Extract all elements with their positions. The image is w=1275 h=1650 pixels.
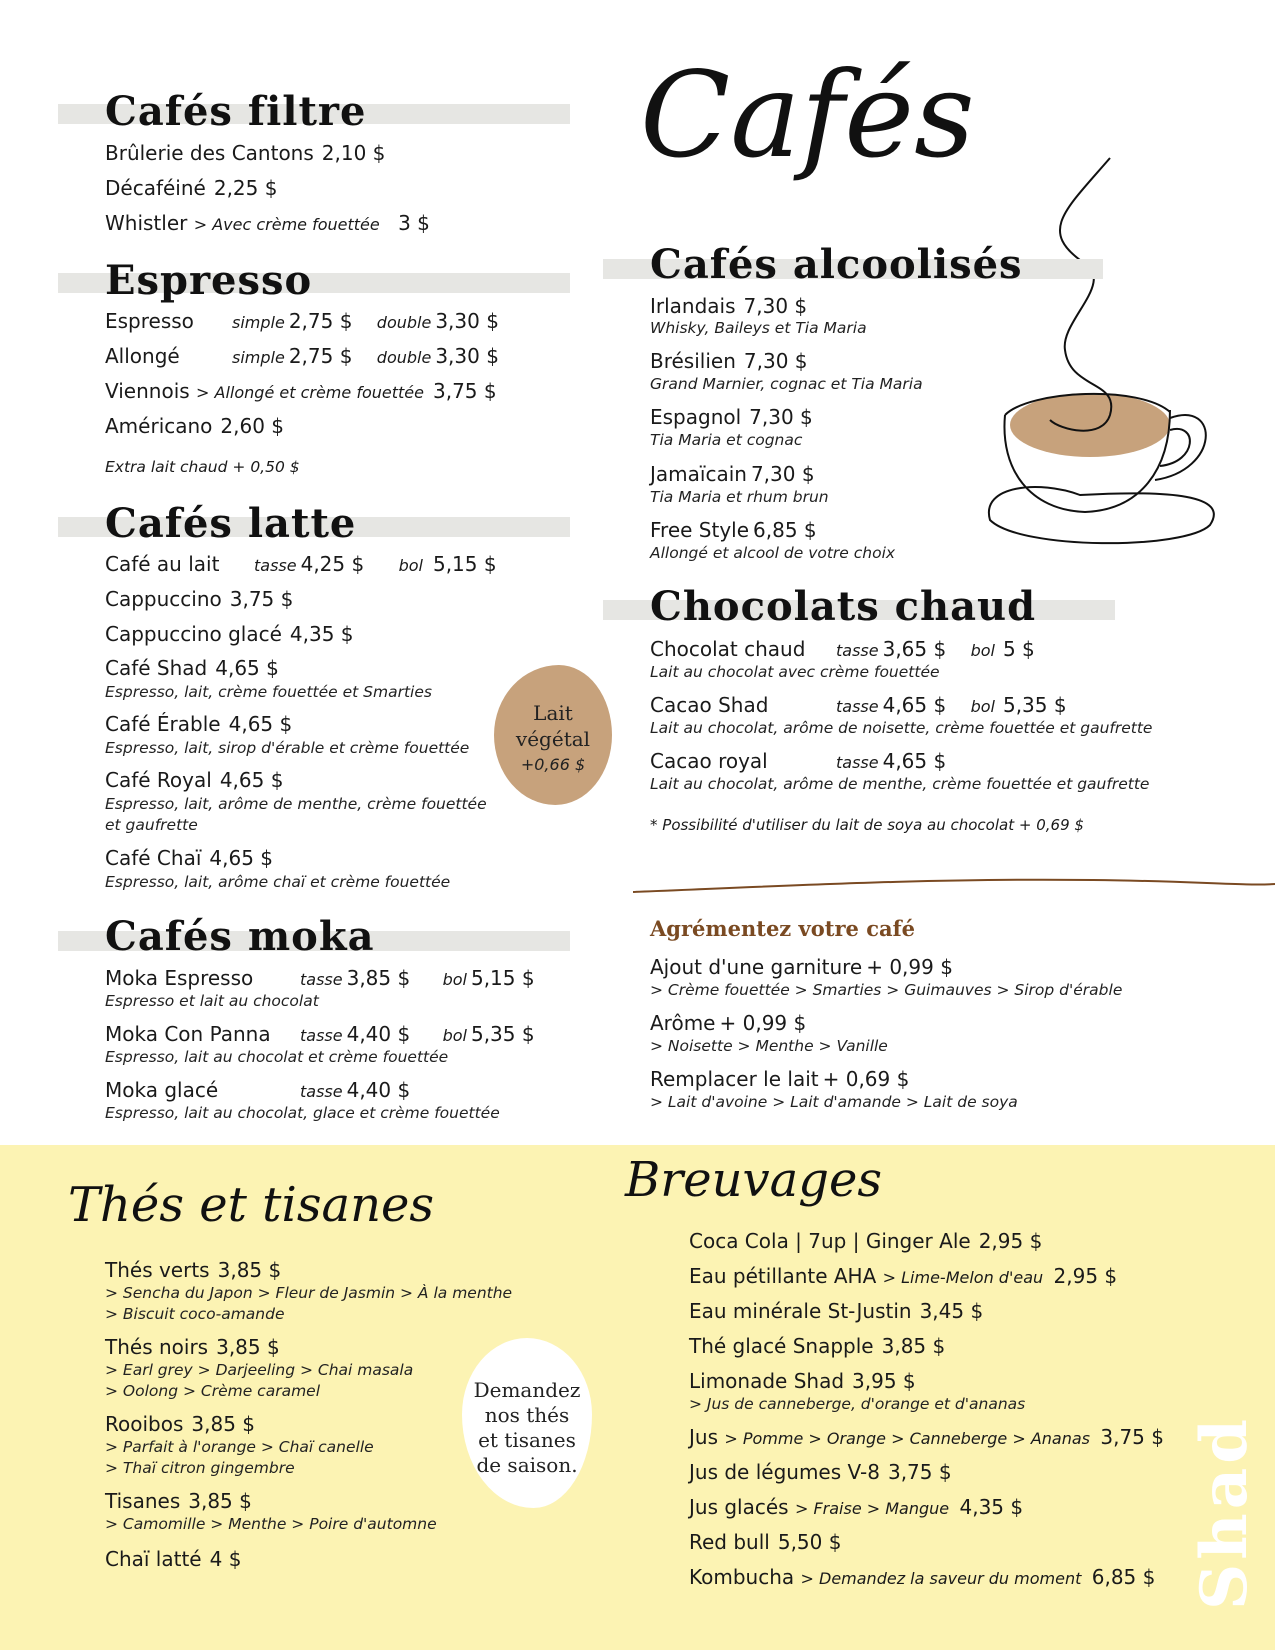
menu-item [689, 1333, 945, 1359]
item-name: Viennois [105, 379, 190, 403]
menu-item [105, 655, 279, 681]
item-price: 7,30 $ [749, 405, 813, 429]
item-price: 3,85 $ [217, 1258, 282, 1282]
menu-item [650, 954, 953, 980]
item-name: Red bull [689, 1530, 770, 1554]
item-price: 3,30 $ [435, 309, 499, 333]
menu-item [689, 1424, 1164, 1452]
menu-item [105, 711, 292, 737]
item-note: > Allongé et crème fouettée [196, 383, 424, 402]
section-title-chocolat: Chocolats chaud [650, 583, 1037, 630]
section-title-brevages: Breuvages [625, 1152, 883, 1208]
size-label: bol [442, 1026, 467, 1045]
item-name: Café au lait [105, 552, 220, 576]
item-name: Limonade Shad [689, 1369, 845, 1393]
item-name: Coca Cola | 7up | Ginger Ale [689, 1229, 971, 1253]
item-desc: > Jus de canneberge, d'orange et d'ananas [689, 1395, 1026, 1413]
item-name: Allongé [105, 344, 180, 368]
item-desc: Whisky, Baileys et Tia Maria [650, 319, 867, 337]
item-name: Jamaïcain [650, 462, 747, 486]
item-desc: > Noisette > Menthe > Vanille [650, 1037, 888, 1055]
item-price: 4,25 $ [300, 552, 365, 576]
item-desc: Tia Maria et rhum brun [650, 488, 829, 506]
menu-item [650, 692, 768, 718]
menu-item [105, 140, 385, 166]
menu-item [650, 1066, 909, 1092]
menu-item [105, 767, 283, 793]
item-price: 3,75 $ [229, 587, 294, 611]
menu-item [105, 621, 354, 647]
item-name: Cappuccino [105, 587, 222, 611]
item-price: 7,30 $ [743, 349, 808, 373]
item-price: 4 $ [209, 1547, 242, 1571]
menu-item [650, 748, 768, 774]
size-label: bol [442, 970, 467, 989]
item-price: + 0,69 $ [822, 1067, 910, 1091]
menu-item [105, 1077, 218, 1103]
extra-note: Extra lait chaud + 0,50 $ [105, 458, 300, 476]
menu-item [105, 308, 194, 334]
item-name: Whistler [105, 211, 188, 235]
item-name: Moka glacé [105, 1078, 219, 1102]
menu-item-prices [232, 343, 499, 371]
item-desc: Espresso, lait, sirop d'érable et crème fouettée [105, 739, 470, 757]
item-note: > Fraise > Mangue [794, 1499, 950, 1518]
item-desc: > Sencha du Japon > Fleur de Jasmin > À la menthe [105, 1284, 513, 1302]
item-name: Café Shad [105, 656, 208, 680]
item-price: 5,35 $ [470, 1022, 535, 1046]
size-label: bol [970, 697, 995, 716]
item-desc: > Parfait à l'orange > Chaï canelle [105, 1438, 374, 1456]
item-name: Espagnol [650, 405, 742, 429]
item-name: Free Style [650, 518, 750, 542]
brand-logo: Shad [1187, 1415, 1262, 1610]
menu-item [105, 210, 430, 238]
item-note: > Demandez la saveur du moment [800, 1569, 1082, 1588]
item-price: 4,65 $ [882, 693, 947, 717]
item-price: 2,10 $ [321, 141, 386, 165]
item-desc: Espresso, lait, arôme chaï et crème fouettée [105, 873, 451, 891]
item-note: > Pomme > Orange > Canneberge > Ananas [724, 1429, 1091, 1448]
menu-item [105, 845, 273, 871]
item-price: 3,85 $ [191, 1412, 256, 1436]
item-name: Eau pétillante AHA [689, 1264, 877, 1288]
item-name: Décaféiné [105, 176, 206, 200]
item-desc: Espresso, lait, crème fouettée et Smarties [105, 683, 432, 701]
item-desc: > Crème fouettée > Smarties > Guimauves > Sirop d'érable [650, 981, 1123, 999]
item-price: 3,45 $ [919, 1299, 984, 1323]
item-desc: Allongé et alcool de votre choix [650, 544, 896, 562]
menu-item-prices [300, 965, 535, 993]
item-price: 4,65 $ [215, 656, 279, 680]
item-desc: > Oolong > Crème caramel [105, 1382, 321, 1400]
item-desc: Lait au chocolat, arôme de noisette, crème fouettée et gaufrette [650, 719, 1153, 737]
item-name: Eau minérale St-Justin [689, 1299, 912, 1323]
lait-vegetal-text: Lait végétal +0,66 $ [515, 701, 591, 774]
item-price: 7,30 $ [743, 294, 808, 318]
section-title-espresso: Espresso [105, 257, 313, 304]
menu-item [689, 1564, 1155, 1592]
menu-item [650, 1010, 806, 1036]
section-title-latte: Cafés latte [105, 500, 357, 547]
menu-item [105, 586, 293, 612]
soya-note: * Possibilité d'utiliser du lait de soya au chocolat + 0,69 $ [650, 816, 1084, 834]
item-name: Chaï latté [105, 1547, 202, 1571]
menu-item [105, 1546, 241, 1572]
item-desc: > Earl grey > Darjeeling > Chai masala [105, 1361, 414, 1379]
item-desc: > Thaï citron gingembre [105, 1459, 295, 1477]
item-price: 3,95 $ [852, 1369, 916, 1393]
item-price: 2,25 $ [213, 176, 278, 200]
menu-item [105, 1021, 271, 1047]
item-price: 5,35 $ [1002, 693, 1067, 717]
divider-wave [633, 868, 1275, 898]
item-price: 2,60 $ [220, 414, 285, 438]
size-label: tasse [300, 1026, 343, 1045]
item-desc: Lait au chocolat avec crème fouettée [650, 663, 940, 681]
size-label: double [376, 348, 432, 367]
item-name: Brûlerie des Cantons [105, 141, 314, 165]
coffee-cup-illustration [970, 150, 1240, 570]
menu-item [650, 348, 808, 374]
coffee-stain-icon [1010, 393, 1170, 457]
item-note: > Avec crème fouettée [193, 215, 380, 234]
item-price: 4,65 $ [228, 712, 293, 736]
item-price: 3,85 $ [188, 1489, 252, 1513]
section-title-thes: Thés et tisanes [68, 1177, 435, 1233]
section-title-alcool: Cafés alcoolisés [650, 241, 1023, 288]
item-desc: > Camomille > Menthe > Poire d'automne [105, 1515, 437, 1533]
item-name: Thé glacé Snapple [689, 1334, 874, 1358]
item-name: Américano [105, 414, 213, 438]
menu-item [689, 1368, 916, 1394]
menu-item [689, 1529, 841, 1555]
item-price: 4,40 $ [346, 1022, 411, 1046]
item-name: Cacao royal [650, 749, 768, 773]
item-desc: Espresso, lait au chocolat et crème fouettée [105, 1048, 449, 1066]
menu-item [105, 343, 180, 369]
size-label: simple [232, 348, 285, 367]
item-desc: > Lait d'avoine > Lait d'amande > Lait de soya [650, 1093, 1018, 1111]
item-name: Thés noirs [105, 1335, 209, 1359]
menu-item [105, 965, 253, 991]
section-title-moka: Cafés moka [105, 913, 375, 960]
size-label: bol [970, 641, 995, 660]
item-price: + 0,99 $ [866, 955, 953, 979]
menu-item [689, 1459, 952, 1485]
menu-item [689, 1228, 1042, 1254]
item-name: Remplacer le lait [650, 1067, 819, 1091]
menu-item [105, 1488, 252, 1514]
main-title: Cafés [640, 46, 975, 184]
item-name: Thés verts [105, 1258, 210, 1282]
item-price: + 0,99 $ [719, 1011, 807, 1035]
item-name: Moka Con Panna [105, 1022, 271, 1046]
menu-item-prices [254, 551, 497, 579]
item-price: 3,85 $ [216, 1335, 280, 1359]
item-price: 3,75 $ [1100, 1425, 1164, 1449]
item-price: 4,65 $ [219, 768, 284, 792]
item-price: 3,85 $ [881, 1334, 946, 1358]
menu-item-prices [300, 1021, 535, 1049]
item-price: 5,50 $ [777, 1530, 842, 1554]
item-desc: Espresso et lait au chocolat [105, 992, 319, 1010]
item-price: 4,65 $ [209, 846, 274, 870]
size-label: tasse [836, 697, 879, 716]
item-price: 7,30 $ [750, 462, 815, 486]
item-note: > Lime-Melon d'eau [882, 1268, 1044, 1287]
item-price: 2,95 $ [978, 1229, 1043, 1253]
item-name: Kombucha [689, 1565, 795, 1589]
menu-item-prices [836, 692, 1067, 720]
demandez-text: Demandez nos thés et tisanes de saison. [473, 1378, 581, 1477]
menu-item [650, 293, 807, 319]
size-label: tasse [300, 1082, 343, 1101]
menu-item-prices [232, 308, 499, 336]
menu-item [105, 1334, 280, 1360]
item-name: Cacao Shad [650, 693, 769, 717]
item-name: Rooibos [105, 1412, 184, 1436]
menu-item [105, 378, 428, 406]
item-price: 4,35 $ [289, 622, 354, 646]
item-price: 3 $ [398, 211, 430, 235]
item-price: 3,75 $ [433, 379, 497, 403]
item-desc: Tia Maria et cognac [650, 431, 803, 449]
item-desc: > Biscuit coco-amande [105, 1305, 285, 1323]
menu-item-prices [836, 636, 1035, 664]
item-name: Espresso [105, 309, 194, 333]
item-price: 2,75 $ [288, 309, 353, 333]
item-name: Chocolat chaud [650, 637, 806, 661]
item-name: Moka Espresso [105, 966, 254, 990]
item-desc: Grand Marnier, cognac et Tia Maria [650, 375, 923, 393]
item-desc: et gaufrette [105, 816, 198, 834]
menu-item [105, 1411, 255, 1437]
size-label: tasse [836, 753, 879, 772]
item-price: 3,30 $ [435, 344, 499, 368]
item-price: 6,85 $ [753, 518, 817, 542]
item-price: 3,75 $ [887, 1460, 952, 1484]
menu-item [650, 636, 805, 662]
menu-item [105, 175, 277, 201]
section-title-agrementez: Agrémentez votre café [650, 916, 915, 941]
size-label: tasse [254, 556, 297, 575]
item-name: Brésilien [650, 349, 736, 373]
menu-item [105, 413, 284, 439]
item-price: 5,15 $ [432, 552, 497, 576]
item-price: 5 $ [1002, 637, 1035, 661]
item-name: Tisanes [105, 1489, 181, 1513]
item-name: Cappuccino glacé [105, 622, 282, 646]
item-name: Ajout d'une garniture [650, 955, 863, 979]
menu-item [105, 551, 219, 577]
menu-item [689, 1494, 1023, 1522]
menu-item [689, 1298, 983, 1324]
item-name: Café Royal [105, 768, 212, 792]
item-price: 3,85 $ [346, 966, 411, 990]
menu-item [650, 404, 813, 430]
item-price: 2,95 $ [1053, 1264, 1118, 1288]
item-price: 6,85 $ [1091, 1565, 1156, 1589]
item-name: Irlandais [650, 294, 736, 318]
item-price: 3,65 $ [882, 637, 947, 661]
item-name: Jus de légumes V-8 [689, 1460, 880, 1484]
item-price: 2,75 $ [288, 344, 353, 368]
item-price: 4,65 $ [882, 749, 947, 773]
item-name: Café Érable [105, 712, 221, 736]
menu-item-prices [300, 1077, 410, 1105]
menu-item [689, 1263, 1117, 1291]
menu-item [105, 1257, 281, 1283]
item-desc: Espresso, lait au chocolat, glace et crème fouettée [105, 1104, 500, 1122]
size-label: double [376, 313, 432, 332]
item-name: Jus glacés [689, 1495, 789, 1519]
item-price: 4,40 $ [346, 1078, 411, 1102]
item-desc: Lait au chocolat, arôme de menthe, crème fouettée et gaufrette [650, 775, 1150, 793]
item-desc: Espresso, lait, arôme de menthe, crème fouettée [105, 795, 487, 813]
size-label: simple [232, 313, 285, 332]
item-price: 4,35 $ [959, 1495, 1024, 1519]
size-label: tasse [836, 641, 879, 660]
menu-item [650, 461, 815, 487]
item-name: Café Chaï [105, 846, 202, 870]
item-price: 5,15 $ [470, 966, 535, 990]
section-title-filtre: Cafés filtre [105, 88, 367, 135]
menu-item [650, 517, 817, 543]
size-label: bol [398, 556, 423, 575]
size-label: tasse [300, 970, 343, 989]
menu-item-prices [836, 748, 946, 776]
item-name: Arôme [650, 1011, 716, 1035]
item-name: Jus [689, 1425, 718, 1449]
